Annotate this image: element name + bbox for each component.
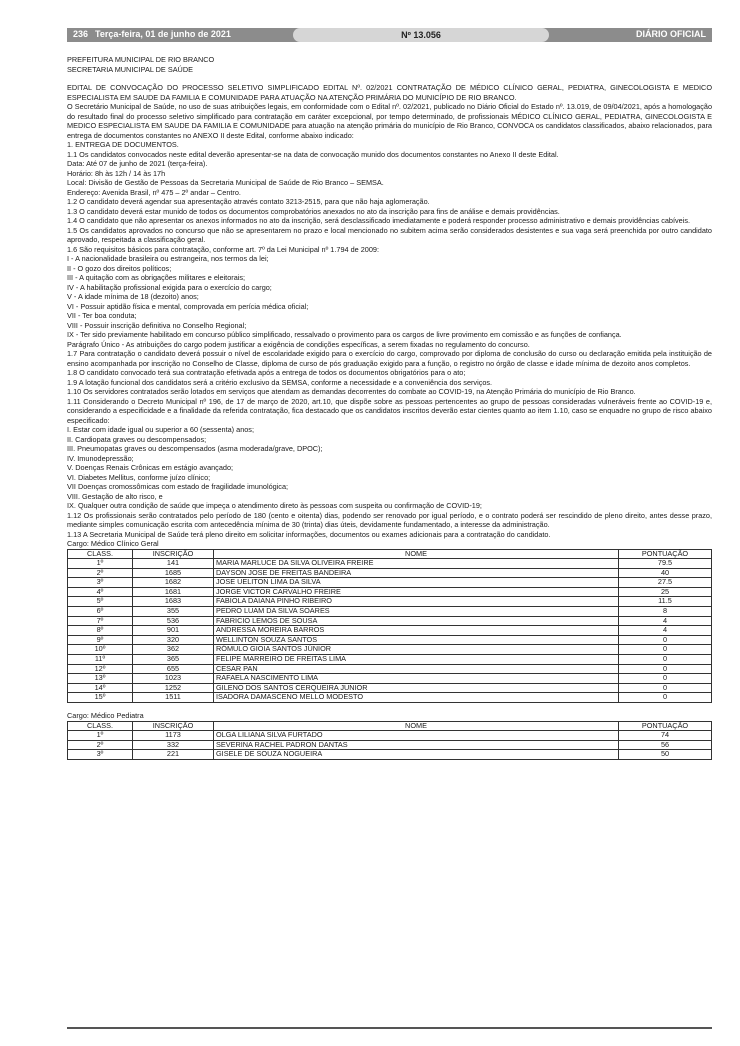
cargo-label: Cargo: Médico Pediatra: [67, 711, 144, 720]
paragraph: EDITAL DE CONVOCAÇÃO DO PROCESSO SELETIVO SIMPLIFICADO EDITAL Nº. 02/2021 CONTRATAÇÃO DE MÉDICO CLÍNICO GERAL, PEDIATRA, GINECOLOGISTA E MEDICO ESPECIALISTA EM SAUDE DA FAMILIA E COMUNIDADE PARA ATUAÇÃO NA ATENÇÃO PRIMÁRIA DO MUNICÍPIO DE RIO BRANCO.: [67, 83, 712, 102]
cell-nome: ANDRESSA MOREIRA BARROS: [214, 626, 619, 636]
cell-class: 2º: [68, 740, 133, 750]
cell-nome: DAYSON JOSE DE FREITAS BANDEIRA: [214, 568, 619, 578]
cell-class: 5º: [68, 597, 133, 607]
cell-class: 9º: [68, 635, 133, 645]
paragraph: I - A nacionalidade brasileira ou estrangeira, nos termos da lei;: [67, 254, 269, 263]
table-row: [68, 645, 712, 655]
table-row: [68, 674, 712, 684]
paragraph: VII - Ter boa conduta;: [67, 311, 137, 320]
cell-pontuacao: 25: [619, 587, 712, 597]
cell-class: 1º: [68, 559, 133, 569]
table-row: [68, 607, 712, 617]
table-row: [68, 683, 712, 693]
cell-nome: WELLINTON SOUZA SANTOS: [214, 635, 619, 645]
cell-nome: ISADORA DAMASCENO MELLO MODESTO: [214, 693, 619, 703]
table-row: [68, 750, 712, 760]
paragraph: O Secretário Municipal de Saúde, no uso de suas atribuições legais, em conformidade com o Edital nº. 02/2021, publicado no Diário Oficial do Estado nº. 13.019, de 09/04/2021, após a homologação do resultado final do processo seletivo simplificado para contratação em caráter excepcional, por tempo determinado, de profissionais MÉDICO CLÍNICO GERAL, PEDIATRA, GINECOLOGISTA E MEDICO ESPECIALISTA EM SAUDE DA FAMILIA E COMUNIDADE para atuação na atenção primária do município de Rio Branco, CONVOCA os candidatos classificados, abaixo relacionados, para entrega de documentos constantes no ANEXO II deste Edital, conforme abaixo indicado:: [67, 102, 712, 140]
cell-pontuacao: 74: [619, 731, 712, 741]
table-row: [68, 559, 712, 569]
paragraph: Endereço: Avenida Brasil, nº 475 – 2º andar – Centro.: [67, 187, 241, 197]
paragraph: I. Estar com idade igual ou superior a 60 (sessenta) anos;: [67, 425, 254, 434]
cell-pontuacao: 0: [619, 674, 712, 684]
paragraph: 1.2 O candidato deverá agendar sua apresentação através contato 3213-2515, para que não haja aglomeração.: [67, 197, 430, 206]
column-header-inscricao: INSCRIÇÃO: [133, 721, 214, 731]
publication-name: DIÁRIO OFICIAL: [636, 29, 706, 39]
paragraph: IX. Qualquer outra condição de saúde que impeça o atendimento direto às pessoas com suspeita ou confirmação de COVID-19;: [67, 501, 482, 510]
paragraph: II. Cardiopata graves ou descompensados;: [67, 434, 207, 444]
cell-pontuacao: 0: [619, 664, 712, 674]
paragraph: 1.9 A lotação funcional dos candidatos será a critério exclusivo da SEMSA, conforme a necessidade e a conveniência dos serviços.: [67, 377, 493, 387]
table-row: [68, 597, 712, 607]
table-row: [68, 693, 712, 703]
cell-pontuacao: 8: [619, 607, 712, 617]
paragraph: Local: Divisão de Gestão de Pessoas da Secretaria Municipal de Saúde de Rio Branco – SEMSA.: [67, 178, 384, 187]
paragraph: III - A quitação com as obrigações militares e eleitorais;: [67, 273, 246, 282]
paragraph: VIII - Possuir inscrição definitiva no Conselho Regional;: [67, 320, 247, 330]
table-row: [68, 578, 712, 588]
paragraph: IX - Ter sido previamente habilitado em concurso público simplificado, ressalvado o provimento para os cargos de livre provimento em comissão e as funções de confiança.: [67, 330, 622, 339]
cell-inscricao: 332: [133, 740, 214, 750]
paragraph: Horário: 8h às 12h / 14 às 17h: [67, 168, 166, 178]
table-row: [68, 616, 712, 626]
cell-nome: OLGA LILIANA SILVA FURTADO: [214, 731, 619, 741]
cell-pontuacao: 4: [619, 626, 712, 636]
cell-nome: PEDRO LUAM DA SILVA SOARES: [214, 607, 619, 617]
bottom-rule: [67, 1027, 712, 1029]
cell-inscricao: 1685: [133, 568, 214, 578]
paragraph: VII Doenças cromossômicas com estado de fragilidade imunológica;: [67, 482, 289, 491]
cell-pontuacao: 56: [619, 740, 712, 750]
cell-inscricao: 655: [133, 664, 214, 674]
table-row: [68, 731, 712, 741]
column-header-pontuacao: PONTUAÇÃO: [619, 721, 712, 731]
intro-line: PREFEITURA MUNICIPAL DE RIO BRANCO: [67, 55, 215, 64]
cell-inscricao: 362: [133, 645, 214, 655]
paragraph: II - O gozo dos direitos políticos;: [67, 263, 172, 273]
cell-class: 13º: [68, 674, 133, 684]
cell-class: 1º: [68, 731, 133, 741]
document-body: [67, 55, 712, 760]
paragraph: 1.3 O candidato deverá estar munido de todos os documentos comprobatórios anexados no ato da inscrição para fins de análise e demais providências.: [67, 206, 560, 216]
cell-pontuacao: 0: [619, 655, 712, 665]
cell-inscricao: 355: [133, 607, 214, 617]
paragraph: VI. Diabetes Mellitus, conforme juízo clínico;: [67, 472, 211, 482]
cell-pontuacao: 0: [619, 683, 712, 693]
paragraph: 1. ENTREGA DE DOCUMENTOS.: [67, 140, 179, 149]
cell-pontuacao: 50: [619, 750, 712, 760]
cell-nome: JOSE UELITON LIMA DA SILVA: [214, 578, 619, 588]
cell-nome: SEVERINA RACHEL PADRON DANTAS: [214, 740, 619, 750]
paragraph: 1.7 Para contratação o candidato deverá possuir o nível de escolaridade exigido para o exercício do cargo, comprovado por diploma de conclusão do curso ou declaração emitida pela instituição de ensino acompanhada por inscrição no Conselho de Classe, diploma de curso de pós graduação exigido para a função, o registro no órgão de classe e idade mínima de dezoito anos completos.: [67, 349, 712, 368]
paragraph: 1.12 Os profissionais serão contratados pelo período de 180 (cento e oitenta) dias, podendo ser renovado por igual período, e o contrato poderá ser rescindido de pleno direito, antes desse prazo, mediante simples comunicação escrita com antecedência mínima de 30 (trinta) dias úteis, devidamente fundamentado, a interesse da administração.: [67, 510, 712, 529]
cell-class: 3º: [68, 750, 133, 760]
table-row: [68, 740, 712, 750]
paragraph: 1.6 São requisitos básicos para contratação, conforme art. 7º da Lei Municipal nº 1.794 de 2009:: [67, 244, 379, 254]
cell-nome: MARIA MARLUCE DA SILVA OLIVEIRA FREIRE: [214, 559, 619, 569]
paragraph: 1.8 O candidato convocado terá sua contratação efetivada após a entrega de todos os documentos obrigatórios para o ato;: [67, 368, 466, 377]
cargo-label: Cargo: Médico Clínico Geral: [67, 539, 159, 548]
table-header-row: [68, 549, 712, 559]
cell-inscricao: 1023: [133, 674, 214, 684]
paragraph: 1.10 Os servidores contratados serão lotados em serviços que atendam as demandas decorrentes do combate ao COVID-19, na Atenção Primária do município de Rio Branco.: [67, 387, 636, 396]
cell-inscricao: 1252: [133, 683, 214, 693]
column-header-nome: NOME: [214, 721, 619, 731]
table-row: [68, 626, 712, 636]
cell-inscricao: 1511: [133, 693, 214, 703]
table-header-row: [68, 721, 712, 731]
cell-class: 7º: [68, 616, 133, 626]
results-table: [67, 721, 712, 760]
column-header-pontuacao: PONTUAÇÃO: [619, 549, 712, 559]
paragraphs: [67, 83, 712, 539]
cell-inscricao: 1683: [133, 597, 214, 607]
paragraph: V - A idade mínima de 18 (dezoito) anos;: [67, 292, 199, 301]
cell-class: 6º: [68, 607, 133, 617]
cell-class: 15º: [68, 693, 133, 703]
cell-class: 2º: [68, 568, 133, 578]
cell-inscricao: 536: [133, 616, 214, 626]
page-header-bar: [67, 28, 712, 42]
paragraph: IV. Imunodepressão;: [67, 453, 134, 463]
paragraph: V. Doenças Renais Crônicas em estágio avançado;: [67, 463, 234, 472]
cell-nome: GILENO DOS SANTOS CERQUEIRA JUNIOR: [214, 683, 619, 693]
cell-inscricao: 141: [133, 559, 214, 569]
paragraph: III. Pneumopatas graves ou descompensados (asma moderada/grave, DPOC);: [67, 444, 323, 453]
results-tables: [67, 539, 712, 760]
column-header-inscricao: INSCRIÇÃO: [133, 549, 214, 559]
paragraph: VIII. Gestação de alto risco, e: [67, 491, 163, 501]
cell-nome: JORGE VICTOR CARVALHO FREIRE: [214, 587, 619, 597]
cell-pontuacao: 0: [619, 693, 712, 703]
cell-pontuacao: 0: [619, 635, 712, 645]
cell-inscricao: 901: [133, 626, 214, 636]
cell-nome: RAFAELA NASCIMENTO LIMA: [214, 674, 619, 684]
cell-pontuacao: 27.5: [619, 578, 712, 588]
cell-class: 14º: [68, 683, 133, 693]
cell-pontuacao: 79.5: [619, 559, 712, 569]
cell-inscricao: 1682: [133, 578, 214, 588]
paragraph: Parágrafo Único - As atribuições do cargo podem justificar a exigência de condições específicas, a serem fixadas no regulamento do concurso.: [67, 339, 530, 349]
paragraph: 1.4 O candidato que não apresentar os anexos informados no ato da inscrição, será desclassificado imediatamente e poderá responder processo administrativo e demais providências cabíveis.: [67, 216, 691, 225]
page-number: 236: [73, 29, 89, 39]
cell-pontuacao: 0: [619, 645, 712, 655]
table-row: [68, 635, 712, 645]
cell-nome: FABRICIO LEMOS DE SOUSA: [214, 616, 619, 626]
cell-inscricao: 365: [133, 655, 214, 665]
cell-pontuacao: 11.5: [619, 597, 712, 607]
cell-inscricao: 1173: [133, 731, 214, 741]
cell-inscricao: 1681: [133, 587, 214, 597]
cell-inscricao: 320: [133, 635, 214, 645]
cell-pontuacao: 4: [619, 616, 712, 626]
cell-nome: FABIOLA DAIANA PINHO RIBEIRO: [214, 597, 619, 607]
cell-class: 4º: [68, 587, 133, 597]
cell-class: 11º: [68, 655, 133, 665]
paragraph: 1.11 Considerando o Decreto Municipal nº 196, de 17 de março de 2020, art.10, que dispõe sobre as pessoas pertencentes ao grupo de pessoas consideradas vulneráveis frente ao COVID-19 e, considerando a especificidade e a finalidade da referida contratação, fica destacado que os candidatos inscritos deverão estar cientes quanto ao item 1.10, caso se enquadre no grupo de risco abaixo especificado:: [67, 396, 712, 425]
cell-nome: RÓMULO GIOIA SANTOS JÚNIOR: [214, 645, 619, 655]
paragraph: 1.5 Os candidatos aprovados no concurso que não se apresentarem no prazo e local mencionado no subitem acima serão considerados desistentes e sua vaga será preenchida por outro candidato aprovado, respeitada a classificação geral.: [67, 225, 712, 244]
issue-number: Nº 13.056: [293, 28, 549, 42]
issue-date: Terça-feira, 01 de junho de 2021: [95, 29, 231, 39]
column-header-nome: NOME: [214, 549, 619, 559]
paragraph: 1.1 Os candidatos convocados neste edital deverão apresentar-se na data de convocação munido dos documentos constantes no Anexo II deste Edital.: [67, 149, 559, 159]
cell-nome: GISELE DE SOUZA NOGUEIRA: [214, 750, 619, 760]
table-row: [68, 655, 712, 665]
paragraph: IV - A habilitação profissional exigida para o exercício do cargo;: [67, 282, 272, 292]
cell-class: 3º: [68, 578, 133, 588]
column-header-class: CLASS.: [68, 721, 133, 731]
cell-class: 8º: [68, 626, 133, 636]
results-table: [67, 549, 712, 704]
cell-nome: CESAR PAN: [214, 664, 619, 674]
cell-nome: FELIPE MARREIRO DE FREITAS LIMA: [214, 655, 619, 665]
paragraph: VI - Possuir aptidão física e mental, comprovada em perícia médica oficial;: [67, 301, 309, 311]
cell-inscricao: 221: [133, 750, 214, 760]
intro-line: SECRETARIA MUNICIPAL DE SAÚDE: [67, 64, 193, 74]
column-header-class: CLASS.: [68, 549, 133, 559]
paragraph: Data: Até 07 de junho de 2021 (terça-feira).: [67, 159, 208, 168]
paragraph: 1.13 A Secretaria Municipal de Saúde terá pleno direito em solicitar informações, documentos ou exames adicionais para a contratação do candidato.: [67, 529, 551, 539]
cell-class: 12º: [68, 664, 133, 674]
cell-class: 10º: [68, 645, 133, 655]
cell-pontuacao: 40: [619, 568, 712, 578]
